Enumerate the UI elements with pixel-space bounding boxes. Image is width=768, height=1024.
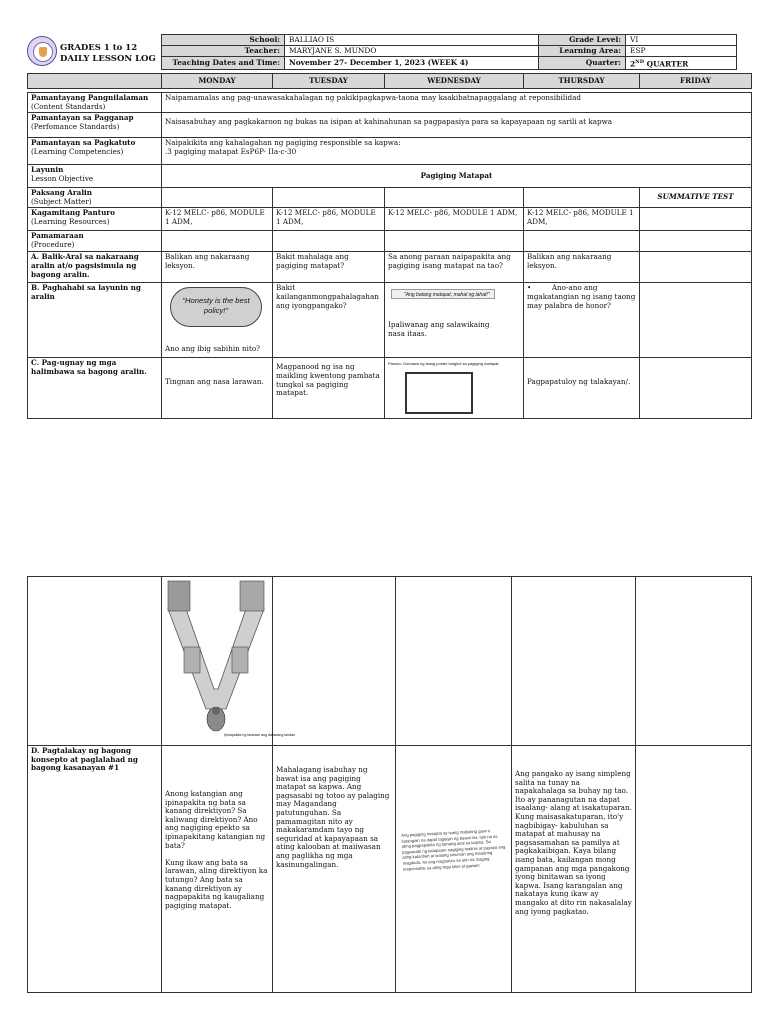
day-wednesday: WEDNESDAY — [385, 74, 524, 89]
deped-seal-icon — [27, 36, 57, 66]
day-tuesday: TUESDAY — [273, 74, 385, 89]
lesson-objective-row: Layunin Lesson Objective Pagiging Matapat — [28, 165, 752, 188]
lesson-log-table — [27, 73, 752, 419]
log-title: GRADES 1 to 12 DAILY LESSON LOG — [60, 43, 156, 64]
school-value: BALLIAO IS — [285, 35, 539, 46]
quarter-value: 2ND QUARTER — [626, 57, 737, 70]
cloud-icon: "Honesty is the best policy!" — [170, 287, 262, 327]
handwritten-note: Ang pagiging matapat ay isang mabuting gawi o katangian na dapat taglayin ng bawat isa, lalo na sa ating pagpapakita ng tamang asal sa kapwa. Sa pagsasabi ng katapatan nagiging malinis at payapa ang ating kalooban at walang sinuman ang maaaring magduda. Ito ang magtuturo sa atin na maging responsable sa ating mga kilos at gawain. — [401, 828, 506, 872]
performance-standards-row: Pamantayan sa Pagganap (Perfomance Standards) Naisasabuhay ang pagkakaroon ng bukas na isipan at kahinahunan sa pagpapasiya para sa kapayapaan ng sarili at kapwa — [28, 113, 752, 138]
y-path-illustration-icon — [166, 579, 266, 741]
quote-banner: "Ang batang matapat, mahal ng lahat!" — [391, 289, 495, 299]
teacher-value: MARYJANE S. MUNDO — [285, 46, 539, 57]
motivation-row: B. Paghahabi sa layunin ng aralin "Honesty is the best policy!" Ano ang ibig sabihin nito? Bakit kailanganmongpahalagahan ang iyongpangako? "Ang batang matapat, mahal ng lahat!" Ipaliwanag ang salawikaing nasa itaas. • Ano-ano ang mgakatangian ng isang taong may palabra de honor? — [28, 283, 752, 358]
day-thursday: THURSDAY — [524, 74, 640, 89]
review-row: A. Balik-Aral sa nakaraang aralin at/o pagsisimula ng bagong aralin. Balikan ang nakaraang leksyon. Bakit mahalaga ang pagiging matapat? Sa anong paraan naipapakita ang pagiging isang matapat na tao? Balikan ang nakaraang leksyon. — [28, 252, 752, 283]
discussion-row: D. Pagtalakay ng bagong konsepto at paglalahad ng bagong kasanayan #1 Anong katangian ang ipinapakita ng bata sa kanang direktiyon? Sa kaliwang direktiyon? Ano ang nagiging epekto sa ipinapakitang katangian ng bata? Kung ikaw ang bata sa larawan, aling direktiyon ka tutungo? Ang bata sa kanang direktiyon ay nagpapakita ng kaugaliang pagiging matapat. Mahalagang isabuhay ng bawat isa ang pagiging matapat sa kapwa. Ang pagsasabi ng totoo ay palaging may Magandang patutunguhan. Sa pamamagitan nito ay makakaramdam tayo ng seguridad at kapayapaan sa ating kalooban at maiiwasan ang paglikha ng mga kasinungalingan. Ang pagiging matapat ay isang mabuting gawi o katangian na dapat taglayin ng bawat isa, lalo na sa ating pagpapakita ng tamang asal sa kapwa. Sa pagsasabi ng katapatan nagiging malinis at payapa ang ating kalooban at walang sinuman ang maaaring magduda. Ito ang magtuturo sa atin na maging responsable sa ating mga kilos at gawain. Ang pangako ay isang simpleng salita na tunay na napakahalaga sa buhay ng tao. Ito ay pananagutan na dapat isaalang- alang at isakatuparan. Kung maisasakatuparan, ito'y nagbibigay- kabuluhan sa matapat at mahusay na pagsasamahan sa pamilya at pagkakaibigan. Kaya bilang isang bata, kailangan mong gampanan ang mga pangakong iyong binitawan sa iyong kapwa. Isang karangalan ang nakataya kung ikaw ay mangako at dito rin nakasalalay ang iyong pagkatao. — [28, 746, 752, 993]
lesson-log-table-continued — [27, 576, 752, 993]
summative-test-label: SUMMATIVE TEST — [640, 188, 752, 208]
procedure-row: Pamamaraan (Procedure) — [28, 231, 752, 252]
dates-value: November 27- December 1, 2023 (WEEK 4) — [285, 57, 539, 70]
learning-competencies-row: Pamantayan sa Pagkatuto (Learning Competencies) Naipakikita ang kahalagahan ng pagiging responsible sa kapwa: .3 pagiging matapat EsP6P- IIa-c-30 — [28, 138, 752, 165]
illustration-row: Ipinapakita ng larawan ang dalawang landas — [28, 577, 752, 746]
subject-matter-row: Paksang Aralin (Subject Matter) SUMMATIVE TEST — [28, 188, 752, 208]
day-header-row — [28, 74, 752, 89]
poster-frame-icon — [405, 372, 473, 414]
learning-resources-row: Kagamitang Panturo (Learning Resources) K-12 MELC- p86, MODULE 1 ADM, K-12 MELC- p86, MODULE 1 ADM, K-12 MELC- p86, MODULE 1 ADM, K-12 MELC- p86, MODULE 1 ADM, — [28, 208, 752, 231]
area-value: ESP — [626, 46, 737, 57]
header-info-table: School: BALLIAO IS Grade Level: VI Teacher: MARYJANE S. MUNDO Learning Area: ESP Teaching Dates and Time: November 27- December 1, 2023 (WEEK 4) Quarter: 2ND QUARTER — [161, 34, 737, 70]
content-standards-row: Pamantayang Pangnilalaman (Content Standards) Naipamamalas ang pag-unawasakahalagan ng pakikipagkapwa-taona may kaakibatnapaggalang at reponsibilidad — [28, 93, 752, 113]
day-friday: FRIDAY — [640, 74, 752, 89]
grade-value: VI — [626, 35, 737, 46]
examples-row: C. Pag-ugnay ng mga halimbawa sa bagong aralin. Tingnan ang nasa larawan. Magpanood ng isa ng maikling kwentong pambata tungkol sa pagiging matapat. Panuto: Gumawa ng isang poster tungkol sa pagiging matapat. Pagpapatuloy ng talakayan/. — [28, 358, 752, 419]
day-monday: MONDAY — [162, 74, 273, 89]
